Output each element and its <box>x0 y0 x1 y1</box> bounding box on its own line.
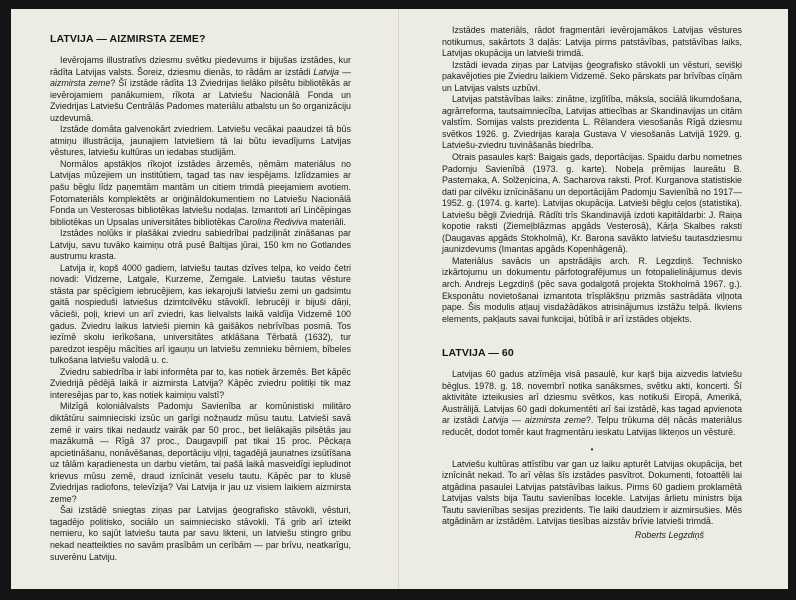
paragraph: Izstādes materiāls, rādot fragmentāri ievērojamākos Latvijas vēstures notikumus, sakārtots 3 daļās: Latvija pirms patstāvības, patstāvības laiks, Latvijas okupācija un latvieši trimdā. <box>442 25 742 59</box>
library-name: Carolina Rediviva <box>237 216 308 227</box>
paragraph-text: Latvijas 60 gadus atzīmēja visā pasaulē, kur kaŗš bija aizvedis latviešu bēgļus. 1978. g. 18. novembrī notika sanāksmes, svētku akti, koncerti. Šī aktivitāte izteikusies arī dziesmu svētkos, kas notikuši Eiropā, Amerikā, Austrālijā. Latvijas 60 gadi dokumentēti arī šai izstādē, kas tagad apvienota ar izstādi <box>442 369 742 426</box>
section-separator-bullet: • <box>590 444 594 454</box>
paragraph: Izstāde domāta galvenokārt zviedriem. Latviešu vecākai paaudzei tā būs atmiņu illustrācija, jaunajiem latviešiem tā lai būtu ievadījums Latvijas vēstures, latviešu kultūras un iedabas studijām. <box>50 124 351 158</box>
paragraph: Izstādes nolūks ir plašākai zviedru sabiedrībai padziļināt zināšanas par Latviju, savu tuvāko kaimiņu otrā pusē Baltijas jūrai, 150 km no Gotlandes austrumu krasta. <box>50 228 351 262</box>
paragraph: Latvija ir, kopš 4000 gadiem, latviešu tautas dzīves telpa, ko veido četri novadi: Vidzeme, Latgale, Kurzeme, Zemgale. Latviešu tautas vēsture stāsta par spēcīgiem iebrucējiem, kas iekaŗojuši latviešu zemi un gadsimtu gaitā nospieduši latviešus dzimtcilvēku stāvoklī. Iebrucēji ir bijuši dāņi, vācieši, poļi, krievi un arī zviedri, kas lielvalsts laikā valdīja Vidzemē 100 gadus. Zviedru laikus latvieši piemin kā gaišākos nebrīvības posmā. Tos iezīmē skolu ierīkošana, universitātes atklāšana Tērbatā (1632), tur paredzot iespēju mācīties arī igauņu un latviešu zemnieku bērniem, bībeles tulkošana latviešu valodā u. c. <box>50 262 351 366</box>
paragraph: Izstādi ievada ziņas par Latvijas ģeografisko stāvokli un vēsturi, sevišķi pakavējoties pie Zviedru laikiem Vidzemē. Seko pārskats par brīvības cīņām un Latvijas valsts uzbūvi. <box>442 59 742 93</box>
paragraph: Zviedru sabiedrība ir labi informēta par to, kas notiek ārzemēs. Bet kāpēc Zviedrijā pēdējā laikā ir aizmirsta Latvija? Kāpēc zviedru politiķi tik maz interesējas par to, kas notiek kaimiņu valstī? <box>50 366 351 400</box>
paragraph <box>442 369 742 438</box>
article-heading: LATVIJA — AIZMIRSTA ZEME? <box>50 33 206 45</box>
right-page <box>399 9 788 589</box>
left-page <box>11 9 398 589</box>
paragraph-text: Normālos apstākļos rīkojot izstādes ārzemēs, ņēmām materiālus no Latvijas mūzejiem un institūtiem, tagad tas nav iespējams. Izlīdzamies ar pašu bēgļu līdz paņemtām mantām un citiem trimdā pieejamiem avotiem. Fotomateriāls komplektēts ar oriģināldokumentiem no Latviešu Nacionālā Fonda un Vesterosas bibliotēkas latviešu nodaļas. Izmantoti arī Linčēpingas bibliotēkas un Upsalas universitātes bibliotēkas <box>50 158 351 227</box>
paragraph-text: ?. Telpu trūkuma dēļ nācās materiālus reducēt, dodot tomēr kaut fragmentāru ieskatu Latvijas likteņos un vēsturē. <box>442 415 742 437</box>
paragraph-text: ? Šī izstāde rādīta 13 Zviedrijas lielāko pilsētu bibliotēkās ar ievērojamiem panākumiem, rīkota ar Latviešu Nacionālā Fonda un Zviedrijas Latviešu Centrālās Padomes materiālu atbalstu un šo organizāciju uzdevumā. <box>50 78 351 123</box>
book-spread <box>11 9 788 589</box>
paragraph: Otrais pasaules kaŗš: Baigais gads, deportācijas. Spaidu darbu nometnes Padomju Savienībā (1973. g. karte). Nobeļa prēmijas laureātu B. Pasternaka, A. Solžeņicina, A. Sacharova raksti. Prof. Kurganova statistiskie dati par cilvēku iznīcināšanu un deportācijām Padomju Savienībā no 1917—1952. g. (1974. g. karte). Latvijas okupācija. Latvieši bēgļu ceļos (statistika). Latviešu bēgļi Zviedrijā. Rādīti trīs Skandinavijā izdoti kapitāldarbi: J. Raiņa kopotie raksti (Ziemeļblāzmas apgāds Vesterosā), Kārļa Skalbes raksti (Daugavas apgāds Stokholmā), Kr. Barona savākto latviešu tautasdziesmu jaunizdevums (Imantas apgāds Kopenhāgenā). <box>442 152 742 255</box>
paragraph-text: materiāli. <box>307 216 346 227</box>
section-latvija-60 <box>442 347 742 541</box>
section-heading: LATVIJA — 60 <box>442 347 514 360</box>
left-column <box>50 33 351 563</box>
paragraph-text: Ievērojams illustratīvs dziesmu svētku piedevums ir bijušas izstādes, kur rādīta Latvijas valsts. Šoreiz, dziesmu dienās, to rādām ar izstādi <box>50 55 351 77</box>
author-signature: Roberts Legzdiņš <box>634 529 704 540</box>
exhibition-title: Latvija — aizmirsta zeme <box>482 415 586 426</box>
paragraph: Materiālus savācis un apstrādājis arch. R. Legzdiņš. Technisko izkārtojumu un dokumentu pārfotografējumus un fotopalielinājumus devis arch. Andrejs Legzdiņš (pēc sava godalgotā projekta Stokholmā 1967. g.). Eksponātu novietošanai izmantota trīsplākšņu prizmās sastrādāta viļņota pape. Šis modulis atļauj visdažādākos atrisinājumus izstāžu telpā. Ikviens elements, pakļauts savai funkcijai, būtībā ir arī izstādes objekts. <box>442 255 742 324</box>
paragraph <box>50 55 351 124</box>
paragraph: Milzīgā koloniālvalsts Padomju Savienība ar komūnistiski militāro diktātūru saimnieciski izsūc un garīgi nožņaudz mūsu tautu. Latvieši savā zemē ir vairs tikai nedaudz vairāk par 50 proc., bet lielākajās pilsētās jau mazākumā — Rīgā 37 proc., Daugavpilī pat tikai 15 proc. Pēckaŗa apcietināšanu, nonāvēšanas, deportāciju viļņi, tagadējā jaunatnes izsūtīšana uz tālām kaŗadienesta un darbu vietām, tai pašā laikā masveidīgi iepludinot krievus mūsu zemē, draud iznīcināt veselu tautu. Kāpēc par to klusē Zviedrijas radiofons, televīzija? Vai Latvija ir jau uz visiem laikiem aizmirsta zeme? <box>50 401 351 504</box>
right-column <box>442 25 742 541</box>
paragraph <box>50 159 351 228</box>
paragraph: Šai izstādē sniegtas ziņas par Latvijas ģeografisko stāvokli, vēsturi, tagadējo politisko, sociālo un saimniecisko stāvokli. Tā grib arī izteikt nemieru, ko sajūt latviešu tauta par savu likteni, un latviešu stingro gribu nekad neatteikties no savām prasībām un cerībām — par brīvu, neatkarīgu, suverēnu Latviju. <box>50 505 351 562</box>
exhibition-title: Latvija — aizmirsta zeme <box>50 66 351 89</box>
paragraph: Latviešu kultūras attīstību var gan uz laiku apturēt Latvijas okupācija, bet iznīcināt nekad. To arī vēlas šīs izstādes pasvītrot. Dokumenti, fotoattēli lai atgādina pasaulei Latvijas patstāvības laikus. Pirms 60 gadiem proklamētā Latvijas valsts bija Tautu savienības locekle. Latvijas ārlietu ministrs bija Tautu savienības sesijas prezidents. Tie laiki daudziem ir aizmirsušies. Mēs atgādinām ar izstādēm. Latvijas tiesības aizstāv brīvie latvieši trimdā. <box>442 458 742 527</box>
paragraph: Latvijas patstāvības laiks: zinātne, izglītība, māksla, sociālā likumdošana, agrārreforma, tautsaimniecība, Latvijas attiecības ar Skandinavijas un citām valstīm. Somijas valsts prezidenta L. Rēlandera viesošanās Rīgā dziesmu svētkos 1926. g. Zviedrijas karaļa Gustava V viesošanās Latvijā 1929. g. Latviešu-zviedru tuvināšanās biedrība. <box>442 94 742 151</box>
